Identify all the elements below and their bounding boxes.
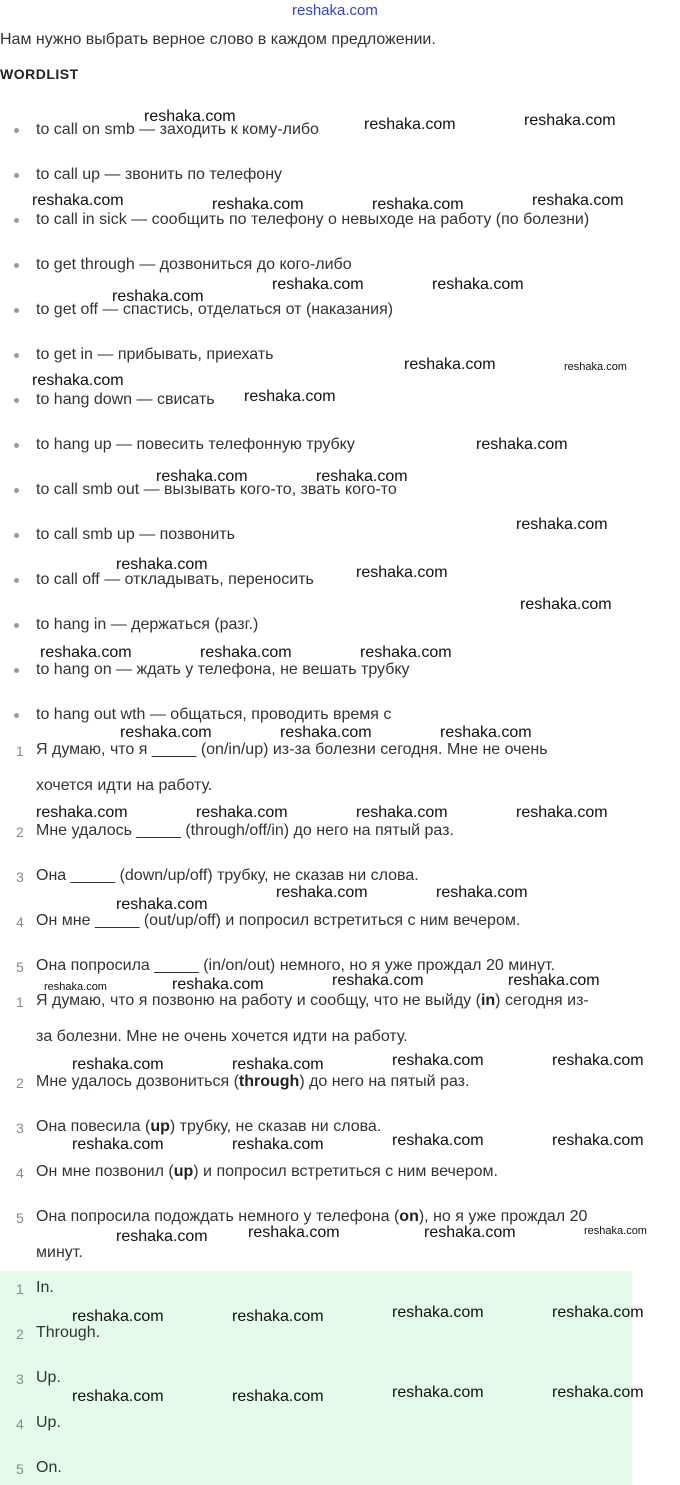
watermark: reshaka.com	[372, 196, 464, 213]
watermark: reshaka.com	[520, 596, 612, 613]
answer-item: Through.	[36, 1324, 101, 1341]
watermark: reshaka.com	[440, 724, 532, 741]
exercise-item: Я думаю, что я _____ (on/in/up) из-за болезни сегодня. Мне не очень	[36, 741, 548, 758]
watermark: reshaka.com	[516, 804, 608, 821]
watermark: reshaka.com	[280, 724, 372, 741]
item-number: 2	[16, 824, 24, 840]
item-number: 1	[16, 1281, 24, 1297]
watermark: reshaka.com	[72, 1308, 164, 1325]
watermark: reshaka.com	[552, 1132, 644, 1149]
text-part: Он мне позвонил (	[36, 1163, 174, 1180]
item-number: 4	[16, 1165, 24, 1181]
watermark: reshaka.com	[424, 1224, 516, 1241]
watermark: reshaka.com	[72, 1056, 164, 1073]
translation-item-cont: минут.	[36, 1244, 83, 1261]
text-part: ), но я уже прождал 20	[418, 1208, 588, 1225]
bullet	[14, 488, 19, 493]
watermark: reshaka.com	[436, 884, 528, 901]
exercise-item: Мне удалось _____ (through/off/in) до него на пятый раз.	[36, 822, 454, 839]
watermark: reshaka.com	[564, 361, 627, 373]
watermark: reshaka.com	[120, 724, 212, 741]
watermark: reshaka.com	[552, 1384, 644, 1401]
watermark: reshaka.com	[392, 1132, 484, 1149]
watermark: reshaka.com	[360, 644, 452, 661]
answer-word: through	[238, 1073, 300, 1090]
bullet	[14, 713, 19, 718]
exercise-item: Он мне _____ (out/up/off) и попросил встретиться с ним вечером.	[36, 912, 521, 929]
answer-item: Up.	[36, 1369, 61, 1386]
bullet	[14, 308, 19, 313]
bullet	[14, 128, 19, 133]
list-item: to call smb up — позвонить	[36, 526, 235, 543]
list-item: to hang on — ждать у телефона, не вешать трубку	[36, 661, 410, 678]
bullet	[14, 443, 19, 448]
watermark: reshaka.com	[276, 884, 368, 901]
answer-item: In.	[36, 1279, 54, 1296]
list-item: to call smb out — вызывать кого-то, звать кого-то	[36, 481, 397, 498]
watermark: reshaka.com	[116, 896, 208, 913]
item-number: 4	[16, 914, 24, 930]
bullet	[14, 173, 19, 178]
watermark: reshaka.com	[232, 1136, 324, 1153]
exercise-item-cont: хочется идти на работу.	[36, 777, 213, 794]
item-number: 5	[16, 1210, 24, 1226]
watermark: reshaka.com	[356, 804, 448, 821]
watermark: reshaka.com	[196, 804, 288, 821]
list-item: to call on smb — заходить к кому-либо	[36, 121, 319, 138]
watermark: reshaka.com	[392, 1052, 484, 1069]
watermark: reshaka.com	[516, 516, 608, 533]
item-number: 4	[16, 1416, 24, 1432]
item-number: 3	[16, 1120, 24, 1136]
watermark: reshaka.com	[40, 644, 132, 661]
watermark: reshaka.com	[36, 804, 128, 821]
answer-item: On.	[36, 1459, 62, 1476]
text-part: ) до него на пятый раз.	[299, 1073, 470, 1090]
watermark: reshaka.com	[72, 1136, 164, 1153]
bullet	[14, 623, 19, 628]
watermark: reshaka.com	[332, 972, 424, 989]
watermark: reshaka.com	[356, 564, 448, 581]
text-part: ) трубку, не сказав ни слова.	[169, 1118, 382, 1135]
watermark: reshaka.com	[156, 468, 248, 485]
translation-item	[36, 1163, 498, 1181]
text-part: Я думаю, что я позвоню на работу и сообщу, что не выйду (	[36, 992, 481, 1009]
exercise-item: Она _____ (down/up/off) трубку, не сказав ни слова.	[36, 867, 419, 884]
translation-item	[36, 1073, 469, 1091]
watermark: reshaka.com	[32, 192, 124, 209]
watermark: reshaka.com	[272, 276, 364, 293]
watermark: reshaka.com	[392, 1384, 484, 1401]
item-number: 5	[16, 959, 24, 975]
watermark: reshaka.com	[508, 972, 600, 989]
watermark: reshaka.com	[232, 1388, 324, 1405]
watermark: reshaka.com	[476, 436, 568, 453]
item-number: 3	[16, 869, 24, 885]
item-number: 1	[16, 994, 24, 1010]
translation-item-cont: за болезни. Мне не очень хочется идти на работу.	[36, 1028, 408, 1045]
watermark: reshaka.com	[116, 1228, 208, 1245]
answer-item: Up.	[36, 1414, 61, 1431]
answer-word: up	[173, 1163, 194, 1180]
item-number: 3	[16, 1371, 24, 1387]
watermark: reshaka.com	[44, 981, 107, 993]
watermark: reshaka.com	[248, 1224, 340, 1241]
watermark: reshaka.com	[32, 372, 124, 389]
list-item: to call up — звонить по телефону	[36, 166, 283, 183]
list-item: to call off — откладывать, переносить	[36, 571, 314, 588]
item-number: 1	[16, 743, 24, 759]
bullet	[14, 578, 19, 583]
watermark: reshaka.com	[552, 1052, 644, 1069]
answers-panel	[0, 1271, 632, 1485]
answer-word: up	[150, 1118, 170, 1135]
watermark: reshaka.com	[584, 1225, 647, 1237]
text-part: Она повесила (	[36, 1118, 151, 1135]
list-item: to hang down — свисать	[36, 391, 215, 408]
bullet	[14, 398, 19, 403]
translation-item	[36, 1118, 381, 1136]
item-number: 2	[16, 1075, 24, 1091]
watermark: reshaka.com	[432, 276, 524, 293]
wordlist-heading: WORDLIST	[0, 66, 79, 82]
watermark: reshaka.com	[116, 556, 208, 573]
list-item: to get through — дозвониться до кого-либо	[36, 256, 352, 273]
text-part: ) сегодня из-	[495, 992, 589, 1009]
text-part: ) и попросил встретиться с ним вечером.	[193, 1163, 498, 1180]
watermark: reshaka.com	[112, 288, 204, 305]
bullet	[14, 353, 19, 358]
watermark: reshaka.com	[404, 356, 496, 373]
watermark: reshaka.com	[392, 1304, 484, 1321]
watermark: reshaka.com	[524, 112, 616, 129]
answer-word: in	[480, 992, 496, 1009]
watermark: reshaka.com	[316, 468, 408, 485]
watermark: reshaka.com	[212, 196, 304, 213]
watermark: reshaka.com	[232, 1056, 324, 1073]
site-watermark-top: reshaka.com	[292, 2, 378, 19]
list-item: to get in — прибывать, приехать	[36, 346, 274, 363]
watermark: reshaka.com	[244, 388, 336, 405]
bullet	[14, 533, 19, 538]
list-item: to call in sick — сообщить по телефону о невыходе на работу (по болезни)	[36, 211, 590, 228]
bullet	[14, 218, 19, 223]
exercise-item: Она попросила _____ (in/on/out) немного, но я уже прождал 20 минут.	[36, 957, 555, 974]
watermark: reshaka.com	[552, 1304, 644, 1321]
watermark: reshaka.com	[144, 108, 236, 125]
watermark: reshaka.com	[172, 976, 264, 993]
translation-item	[36, 992, 589, 1010]
list-item: to get off — спастись, отделаться от (наказания)	[36, 301, 394, 318]
bullet	[14, 668, 19, 673]
list-item: to hang up — повесить телефонную трубку	[36, 436, 355, 453]
intro-text: Нам нужно выбрать верное слово в каждом предложении.	[0, 31, 436, 48]
list-item: to hang in — держаться (разг.)	[36, 616, 259, 633]
item-number: 2	[16, 1326, 24, 1342]
watermark: reshaka.com	[532, 192, 624, 209]
bullet	[14, 263, 19, 268]
text-part: Она попросила подождать немного у телефона (	[36, 1208, 400, 1225]
watermark: reshaka.com	[232, 1308, 324, 1325]
watermark: reshaka.com	[72, 1388, 164, 1405]
watermark: reshaka.com	[364, 116, 456, 133]
watermark: reshaka.com	[200, 644, 292, 661]
answer-word: on	[399, 1208, 419, 1225]
item-number: 5	[16, 1461, 24, 1477]
list-item: to hang out wth — общаться, проводить время с	[36, 706, 392, 723]
text-part: Мне удалось дозвониться (	[36, 1073, 239, 1090]
